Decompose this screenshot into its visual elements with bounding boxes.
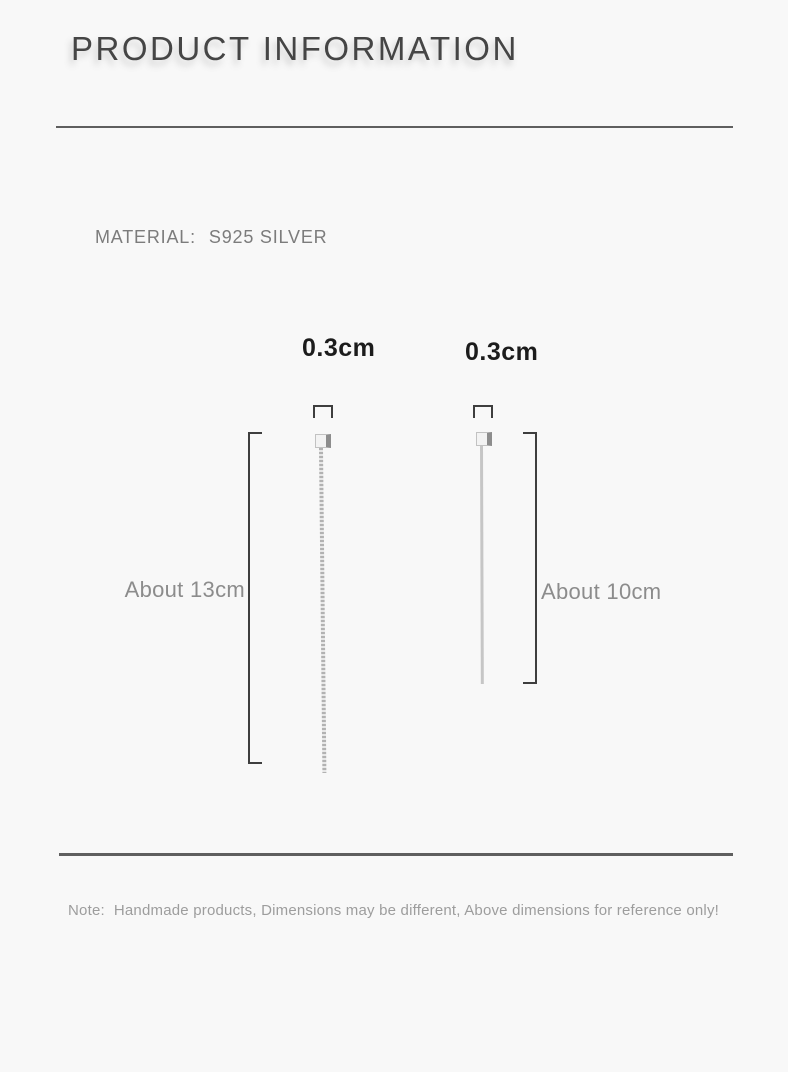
right-length-bracket xyxy=(523,432,537,684)
material-value: S925 SILVER xyxy=(208,227,328,247)
note-label: Note: xyxy=(68,902,105,919)
page-title: PRODUCT INFORMATION xyxy=(71,30,519,67)
material-label: MATERIAL: xyxy=(95,227,196,247)
left-earring-stud xyxy=(315,434,331,448)
material-line xyxy=(95,227,327,248)
right-earring-width-label: 0.3cm xyxy=(465,338,539,366)
left-earring-chain xyxy=(319,448,326,773)
right-earring-chain xyxy=(480,446,483,684)
note-line xyxy=(68,902,719,919)
left-width-bracket xyxy=(313,405,333,418)
top-divider xyxy=(56,126,733,128)
right-width-bracket xyxy=(473,405,493,418)
right-earring-stud xyxy=(476,432,492,446)
note-text: Handmade products, Dimensions may be different, Above dimensions for reference only! xyxy=(113,902,720,919)
left-earring-width-label: 0.3cm xyxy=(302,334,376,362)
bottom-divider xyxy=(59,853,733,856)
right-earring-length-label: About 10cm xyxy=(541,579,662,604)
left-earring-length-label: About 13cm xyxy=(124,577,245,602)
left-length-bracket xyxy=(248,432,262,764)
